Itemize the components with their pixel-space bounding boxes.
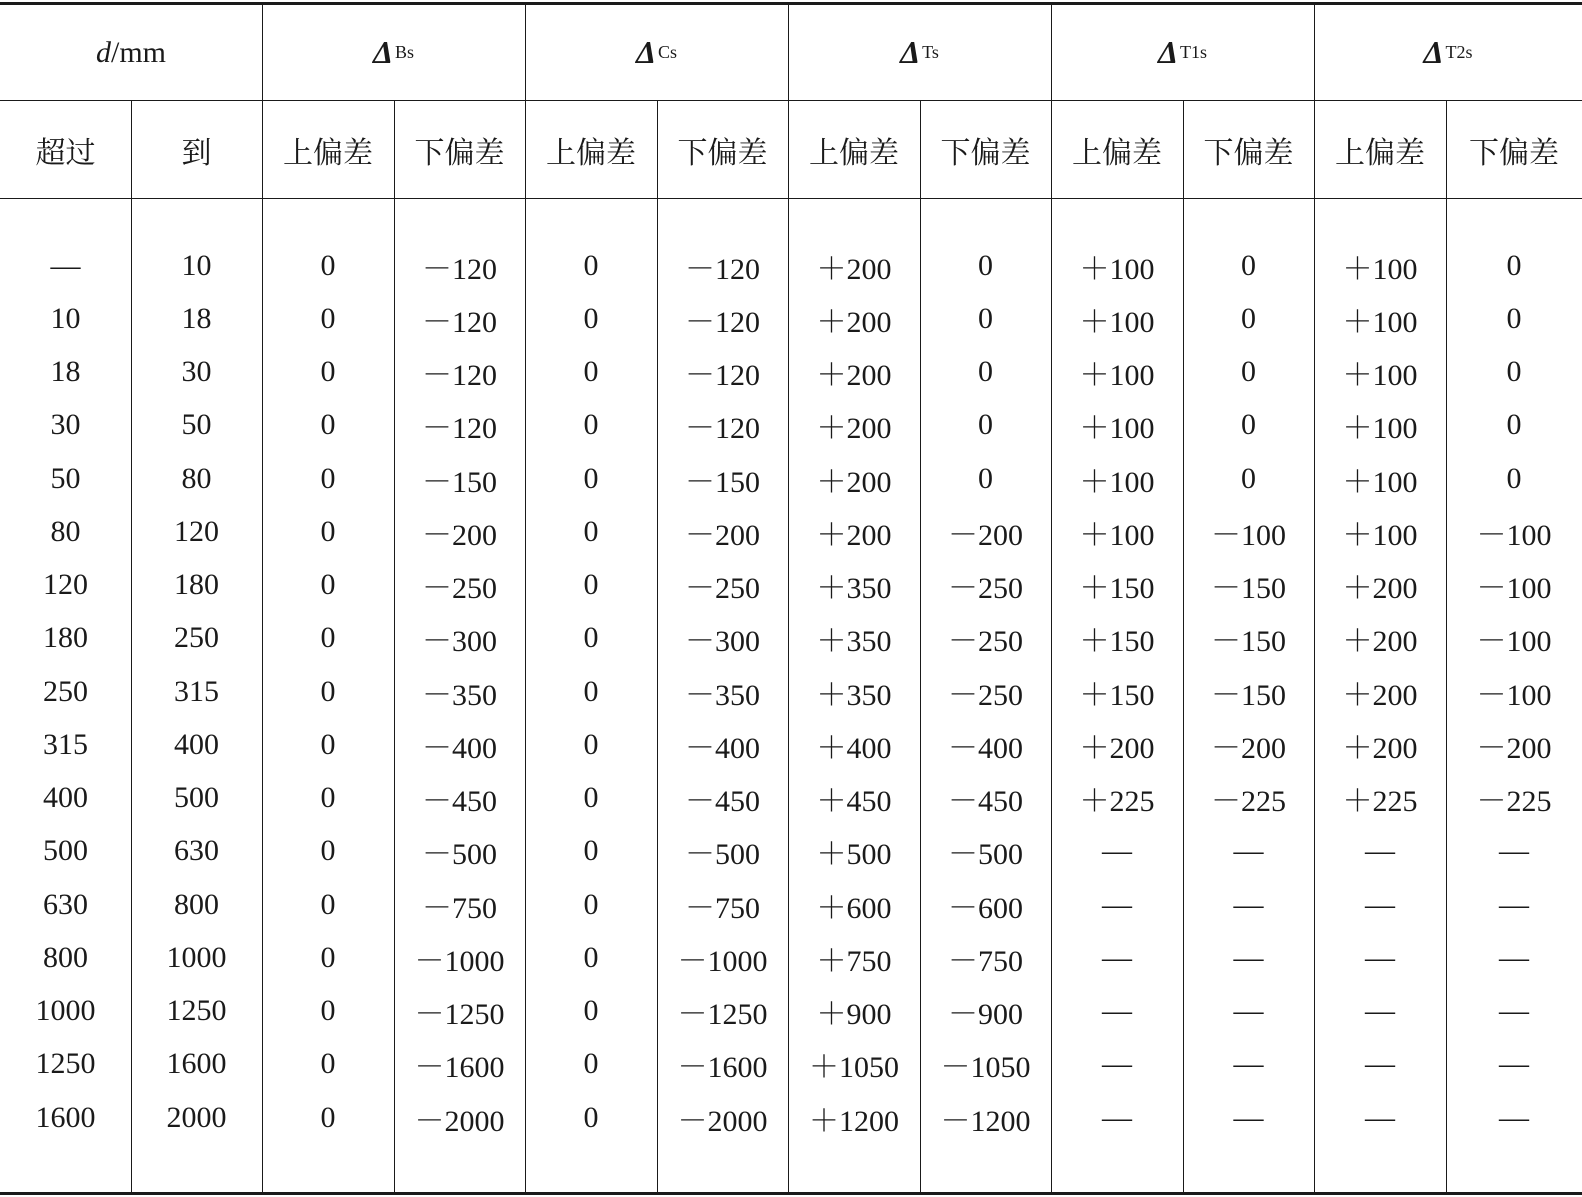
- delta-subscript: Cs: [658, 42, 678, 62]
- table-cell: ＋150: [1079, 625, 1155, 659]
- table-cell: 0: [1241, 461, 1256, 495]
- delta-subscript: T1s: [1180, 42, 1208, 62]
- table-cell: ＋200: [1342, 625, 1418, 659]
- table-cell: 0: [1506, 248, 1522, 282]
- table-cell: －1600: [414, 1051, 505, 1085]
- table-cell: －150: [1211, 572, 1286, 605]
- table-cell: －200: [685, 518, 760, 552]
- table-cell: ＋225: [1079, 785, 1155, 818]
- table-cell: －900: [948, 998, 1023, 1031]
- table-cell: －100: [1476, 625, 1552, 659]
- table-cell: ＋100: [1342, 465, 1418, 499]
- table-cell: 0: [320, 940, 336, 974]
- table-cell: 0: [320, 674, 336, 708]
- delta-subscript: Ts: [922, 42, 939, 62]
- table-cell: ＋1200: [809, 1104, 899, 1138]
- table-cell: ＋200: [816, 465, 892, 499]
- table-cell: 0: [978, 461, 993, 495]
- delta-symbol: Δ: [1423, 34, 1444, 70]
- table-cell: 18: [50, 355, 81, 388]
- table-cell: 0: [978, 301, 993, 335]
- table-cell: －2000: [414, 1104, 505, 1138]
- table-cell: —: [1233, 834, 1264, 868]
- table-cell: 0: [1506, 461, 1522, 495]
- table-cell: －100: [1476, 678, 1552, 712]
- delta-subscript: Bs: [395, 42, 415, 62]
- table-cell: 0: [583, 994, 599, 1027]
- delta-symbol: Δ: [372, 34, 394, 70]
- header-lower-deviation: 下偏差: [1203, 135, 1294, 171]
- table-cell: —: [1499, 887, 1529, 921]
- header-diameter: d /mm: [95, 35, 166, 69]
- table-cell: —: [1499, 940, 1529, 974]
- table-cell: －120: [422, 305, 497, 339]
- table-cell: －450: [948, 785, 1023, 818]
- table-cell: 0: [978, 355, 993, 388]
- table-cell: －250: [422, 572, 497, 605]
- table-cell: 315: [43, 727, 88, 761]
- table-cell: ＋100: [1079, 305, 1155, 339]
- table-cell: 400: [43, 781, 88, 814]
- table-cell: 0: [320, 461, 336, 495]
- table-cell: 0: [320, 727, 336, 761]
- table-cell: －1000: [414, 944, 505, 978]
- table-cell: －750: [422, 891, 497, 925]
- table-cell: －200: [1476, 731, 1552, 765]
- table-cell: ＋100: [1342, 412, 1418, 446]
- table-cell: ＋400: [816, 731, 892, 765]
- table-cell: 0: [583, 674, 599, 708]
- table-cell: 30: [50, 408, 81, 442]
- table-cell: －500: [422, 838, 497, 872]
- table-cell: 0: [1241, 408, 1256, 442]
- table-cell: 0: [583, 248, 599, 282]
- table-cell: －1250: [677, 998, 768, 1031]
- table-cell: ＋100: [1342, 305, 1418, 339]
- table-cell: 80: [50, 514, 81, 548]
- table-cell: －400: [422, 731, 497, 765]
- table-cell: —: [1499, 1100, 1529, 1134]
- table-cell: 0: [583, 940, 599, 974]
- table-cell: 50: [50, 461, 81, 495]
- table-cell: 0: [583, 301, 599, 335]
- table-cell: 1600: [166, 1047, 227, 1081]
- table-cell: 0: [320, 408, 336, 442]
- table-cell: ＋200: [1079, 731, 1155, 765]
- table-cell: －500: [948, 838, 1023, 872]
- table-cell: －120: [685, 359, 760, 392]
- header-lower-deviation: 下偏差: [940, 135, 1031, 171]
- table-cell: 2000: [166, 1100, 227, 1134]
- table-cell: 1250: [166, 994, 227, 1027]
- table-cell: ＋200: [1342, 678, 1418, 712]
- table-cell: －120: [685, 412, 760, 446]
- delta-subscript: T2s: [1445, 42, 1473, 62]
- table-cell: —: [1233, 1100, 1264, 1134]
- table-cell: 18: [181, 301, 212, 335]
- table-cell: 0: [583, 834, 599, 868]
- table-cell: 315: [174, 674, 219, 708]
- table-cell: 0: [583, 1047, 599, 1081]
- table-cell: 120: [43, 568, 88, 601]
- delta-symbol: Δ: [1157, 34, 1179, 70]
- table-cell: 0: [320, 1047, 336, 1081]
- table-cell: －250: [948, 625, 1023, 659]
- table-cell: －750: [685, 891, 760, 925]
- table-cell: 0: [320, 834, 336, 868]
- table-cell: －100: [1476, 572, 1552, 605]
- table-cell: —: [1233, 1047, 1264, 1081]
- table-cell: －150: [1211, 625, 1286, 659]
- table-cell: ＋100: [1079, 465, 1155, 499]
- table-cell: —: [50, 248, 81, 282]
- table-cell: —: [1365, 1100, 1395, 1134]
- table-cell: —: [1365, 887, 1395, 921]
- table-cell: ＋500: [816, 838, 892, 872]
- table-cell: －120: [422, 252, 497, 286]
- table-cell: —: [1499, 834, 1529, 868]
- header-lower-deviation: 下偏差: [414, 135, 505, 171]
- table-cell: ＋100: [1079, 359, 1155, 392]
- table-bottom-rule: [0, 1192, 1582, 1195]
- table-cell: －350: [685, 678, 760, 712]
- table-cell: －500: [685, 838, 760, 872]
- table-cell: 0: [583, 727, 599, 761]
- table-cell: ＋200: [1342, 731, 1418, 765]
- table-cell: －250: [948, 678, 1023, 712]
- table-cell: —: [1102, 1047, 1132, 1081]
- table-cell: 500: [174, 781, 219, 814]
- table-cell: ＋200: [816, 412, 892, 446]
- table-cell: —: [1499, 1047, 1529, 1081]
- table-cell: ＋100: [1079, 518, 1155, 552]
- header-over: 超过: [35, 135, 96, 171]
- table-cell: －120: [422, 359, 497, 392]
- table-cell: ＋200: [816, 305, 892, 339]
- table-cell: 0: [583, 514, 599, 548]
- table-cell: ＋200: [816, 252, 892, 286]
- table-cell: 800: [174, 887, 219, 921]
- header-upper-deviation: 上偏差: [283, 135, 373, 171]
- table-cell: －200: [948, 518, 1023, 552]
- table-cell: 0: [1241, 301, 1256, 335]
- table-cell: 50: [181, 408, 212, 442]
- table-cell: 1600: [35, 1100, 96, 1134]
- table-cell: －400: [685, 731, 760, 765]
- table-cell: 0: [583, 781, 599, 814]
- table-cell: －225: [1211, 785, 1286, 818]
- delta-symbol: Δ: [900, 34, 921, 70]
- table-cell: —: [1233, 994, 1264, 1027]
- table-cell: ＋200: [816, 359, 892, 392]
- table-cell: —: [1233, 940, 1264, 974]
- table-cell: 800: [43, 940, 88, 974]
- table-cell: ＋100: [1342, 252, 1418, 286]
- table-cell: —: [1102, 887, 1132, 921]
- header-bottom-rule: [0, 198, 1582, 199]
- table-cell: 0: [320, 887, 336, 921]
- table-cell: －1600: [677, 1051, 768, 1085]
- header-upper-deviation: 上偏差: [1072, 135, 1162, 171]
- table-cell: ＋350: [816, 625, 892, 659]
- table-cell: 0: [583, 461, 599, 495]
- table-cell: —: [1102, 940, 1132, 974]
- header-group-ts: [788, 5, 1051, 100]
- table-cell: 0: [583, 355, 599, 388]
- table-cell: —: [1102, 1100, 1132, 1134]
- table-cell: 0: [583, 621, 599, 655]
- header-upper-deviation: 上偏差: [546, 135, 636, 171]
- table-cell: ＋100: [1079, 412, 1155, 446]
- table-cell: ＋450: [816, 785, 892, 818]
- table-cell: －200: [422, 518, 497, 552]
- table-cell: －120: [685, 305, 760, 339]
- table-cell: －150: [422, 465, 497, 499]
- table-cell: －150: [1211, 678, 1286, 712]
- table-cell: －2000: [677, 1104, 768, 1138]
- table-cell: —: [1365, 940, 1395, 974]
- table-cell: —: [1102, 834, 1132, 868]
- table-cell: ＋150: [1079, 572, 1155, 605]
- table-cell: 250: [174, 621, 219, 655]
- table-cell: 0: [583, 1100, 599, 1134]
- table-cell: ＋100: [1079, 252, 1155, 286]
- table-cell: －450: [422, 785, 497, 818]
- table-cell: －300: [422, 625, 497, 659]
- table-cell: 10: [50, 301, 81, 335]
- table-cell: －250: [948, 572, 1023, 605]
- header-group-bs: [262, 5, 525, 100]
- table-cell: 0: [583, 887, 599, 921]
- table-cell: 0: [320, 355, 336, 388]
- table-cell: 120: [174, 514, 219, 548]
- table-cell: —: [1365, 1047, 1395, 1081]
- table-cell: 0: [1241, 355, 1256, 388]
- table-cell: 0: [1506, 301, 1522, 335]
- table-cell: 0: [320, 994, 336, 1027]
- header-lower-deviation: 下偏差: [677, 135, 768, 171]
- table-cell: －225: [1476, 785, 1552, 818]
- table-cell: ＋225: [1342, 785, 1418, 818]
- table-cell: ＋600: [816, 891, 892, 925]
- table-cell: 630: [43, 887, 88, 921]
- table-cell: 250: [43, 674, 88, 708]
- table-cell: —: [1499, 994, 1529, 1027]
- table-cell: ＋1050: [809, 1051, 899, 1085]
- table-cell: —: [1365, 834, 1395, 868]
- table-cell: －100: [1476, 518, 1552, 552]
- table-cell: ＋750: [816, 944, 892, 978]
- table-cell: 0: [320, 1100, 336, 1134]
- table-cell: 0: [1241, 248, 1256, 282]
- table-cell: －150: [685, 465, 760, 499]
- table-cell: 1000: [166, 940, 227, 974]
- table-cell: ＋100: [1342, 518, 1418, 552]
- table-cell: —: [1233, 887, 1264, 921]
- table-cell: －450: [685, 785, 760, 818]
- table-cell: －350: [422, 678, 497, 712]
- table-cell: －100: [1211, 518, 1286, 552]
- header-lower-deviation: 下偏差: [1469, 135, 1559, 171]
- table-cell: 630: [174, 834, 219, 868]
- table-cell: －600: [948, 891, 1023, 925]
- table-cell: 0: [320, 568, 336, 601]
- table-cell: ＋150: [1079, 678, 1155, 712]
- table-cell: －400: [948, 731, 1023, 765]
- table-cell: 0: [320, 248, 336, 282]
- table-cell: 0: [320, 301, 336, 335]
- table-cell: 0: [320, 514, 336, 548]
- table-cell: －1050: [940, 1051, 1031, 1085]
- table-cell: ＋200: [1342, 572, 1418, 605]
- header-upper-deviation: 上偏差: [1335, 135, 1425, 171]
- table-cell: —: [1365, 994, 1395, 1027]
- table-cell: 30: [181, 355, 212, 388]
- table-cell: 0: [583, 568, 599, 601]
- table-cell: －1000: [677, 944, 768, 978]
- table-cell: 0: [978, 408, 993, 442]
- table-cell: ＋200: [816, 518, 892, 552]
- table-cell: 400: [174, 727, 219, 761]
- delta-symbol: Δ: [635, 34, 657, 70]
- table-cell: 0: [320, 621, 336, 655]
- table-cell: 500: [43, 834, 88, 868]
- table-cell: －120: [685, 252, 760, 286]
- table-cell: 0: [978, 248, 993, 282]
- table-cell: 1250: [35, 1047, 96, 1081]
- table-cell: －300: [685, 625, 760, 659]
- header-group-t1s: [1051, 5, 1314, 100]
- header-group-cs: [525, 5, 788, 100]
- header-upper-deviation: 上偏差: [809, 135, 899, 171]
- table-cell: 0: [1506, 355, 1522, 388]
- table-cell: ＋350: [816, 678, 892, 712]
- table-cell: 180: [43, 621, 88, 655]
- table-cell: 0: [1506, 408, 1522, 442]
- table-cell: －250: [685, 572, 760, 605]
- table-cell: －1200: [940, 1104, 1031, 1138]
- table-cell: －200: [1211, 731, 1286, 765]
- header-group-t2s: [1314, 5, 1582, 100]
- table-cell: ＋100: [1342, 359, 1418, 392]
- table-cell: —: [1102, 994, 1132, 1027]
- header-to: 到: [181, 135, 212, 171]
- table-cell: －120: [422, 412, 497, 446]
- table-cell: 0: [583, 408, 599, 442]
- table-cell: 0: [320, 781, 336, 814]
- table-cell: ＋900: [816, 998, 892, 1031]
- table-cell: 10: [181, 248, 212, 282]
- table-cell: ＋350: [816, 572, 892, 605]
- table-cell: 80: [181, 461, 212, 495]
- table-cell: －1250: [414, 998, 505, 1031]
- table-cell: 180: [174, 568, 219, 601]
- table-cell: －750: [948, 944, 1023, 978]
- table-cell: 1000: [35, 994, 96, 1027]
